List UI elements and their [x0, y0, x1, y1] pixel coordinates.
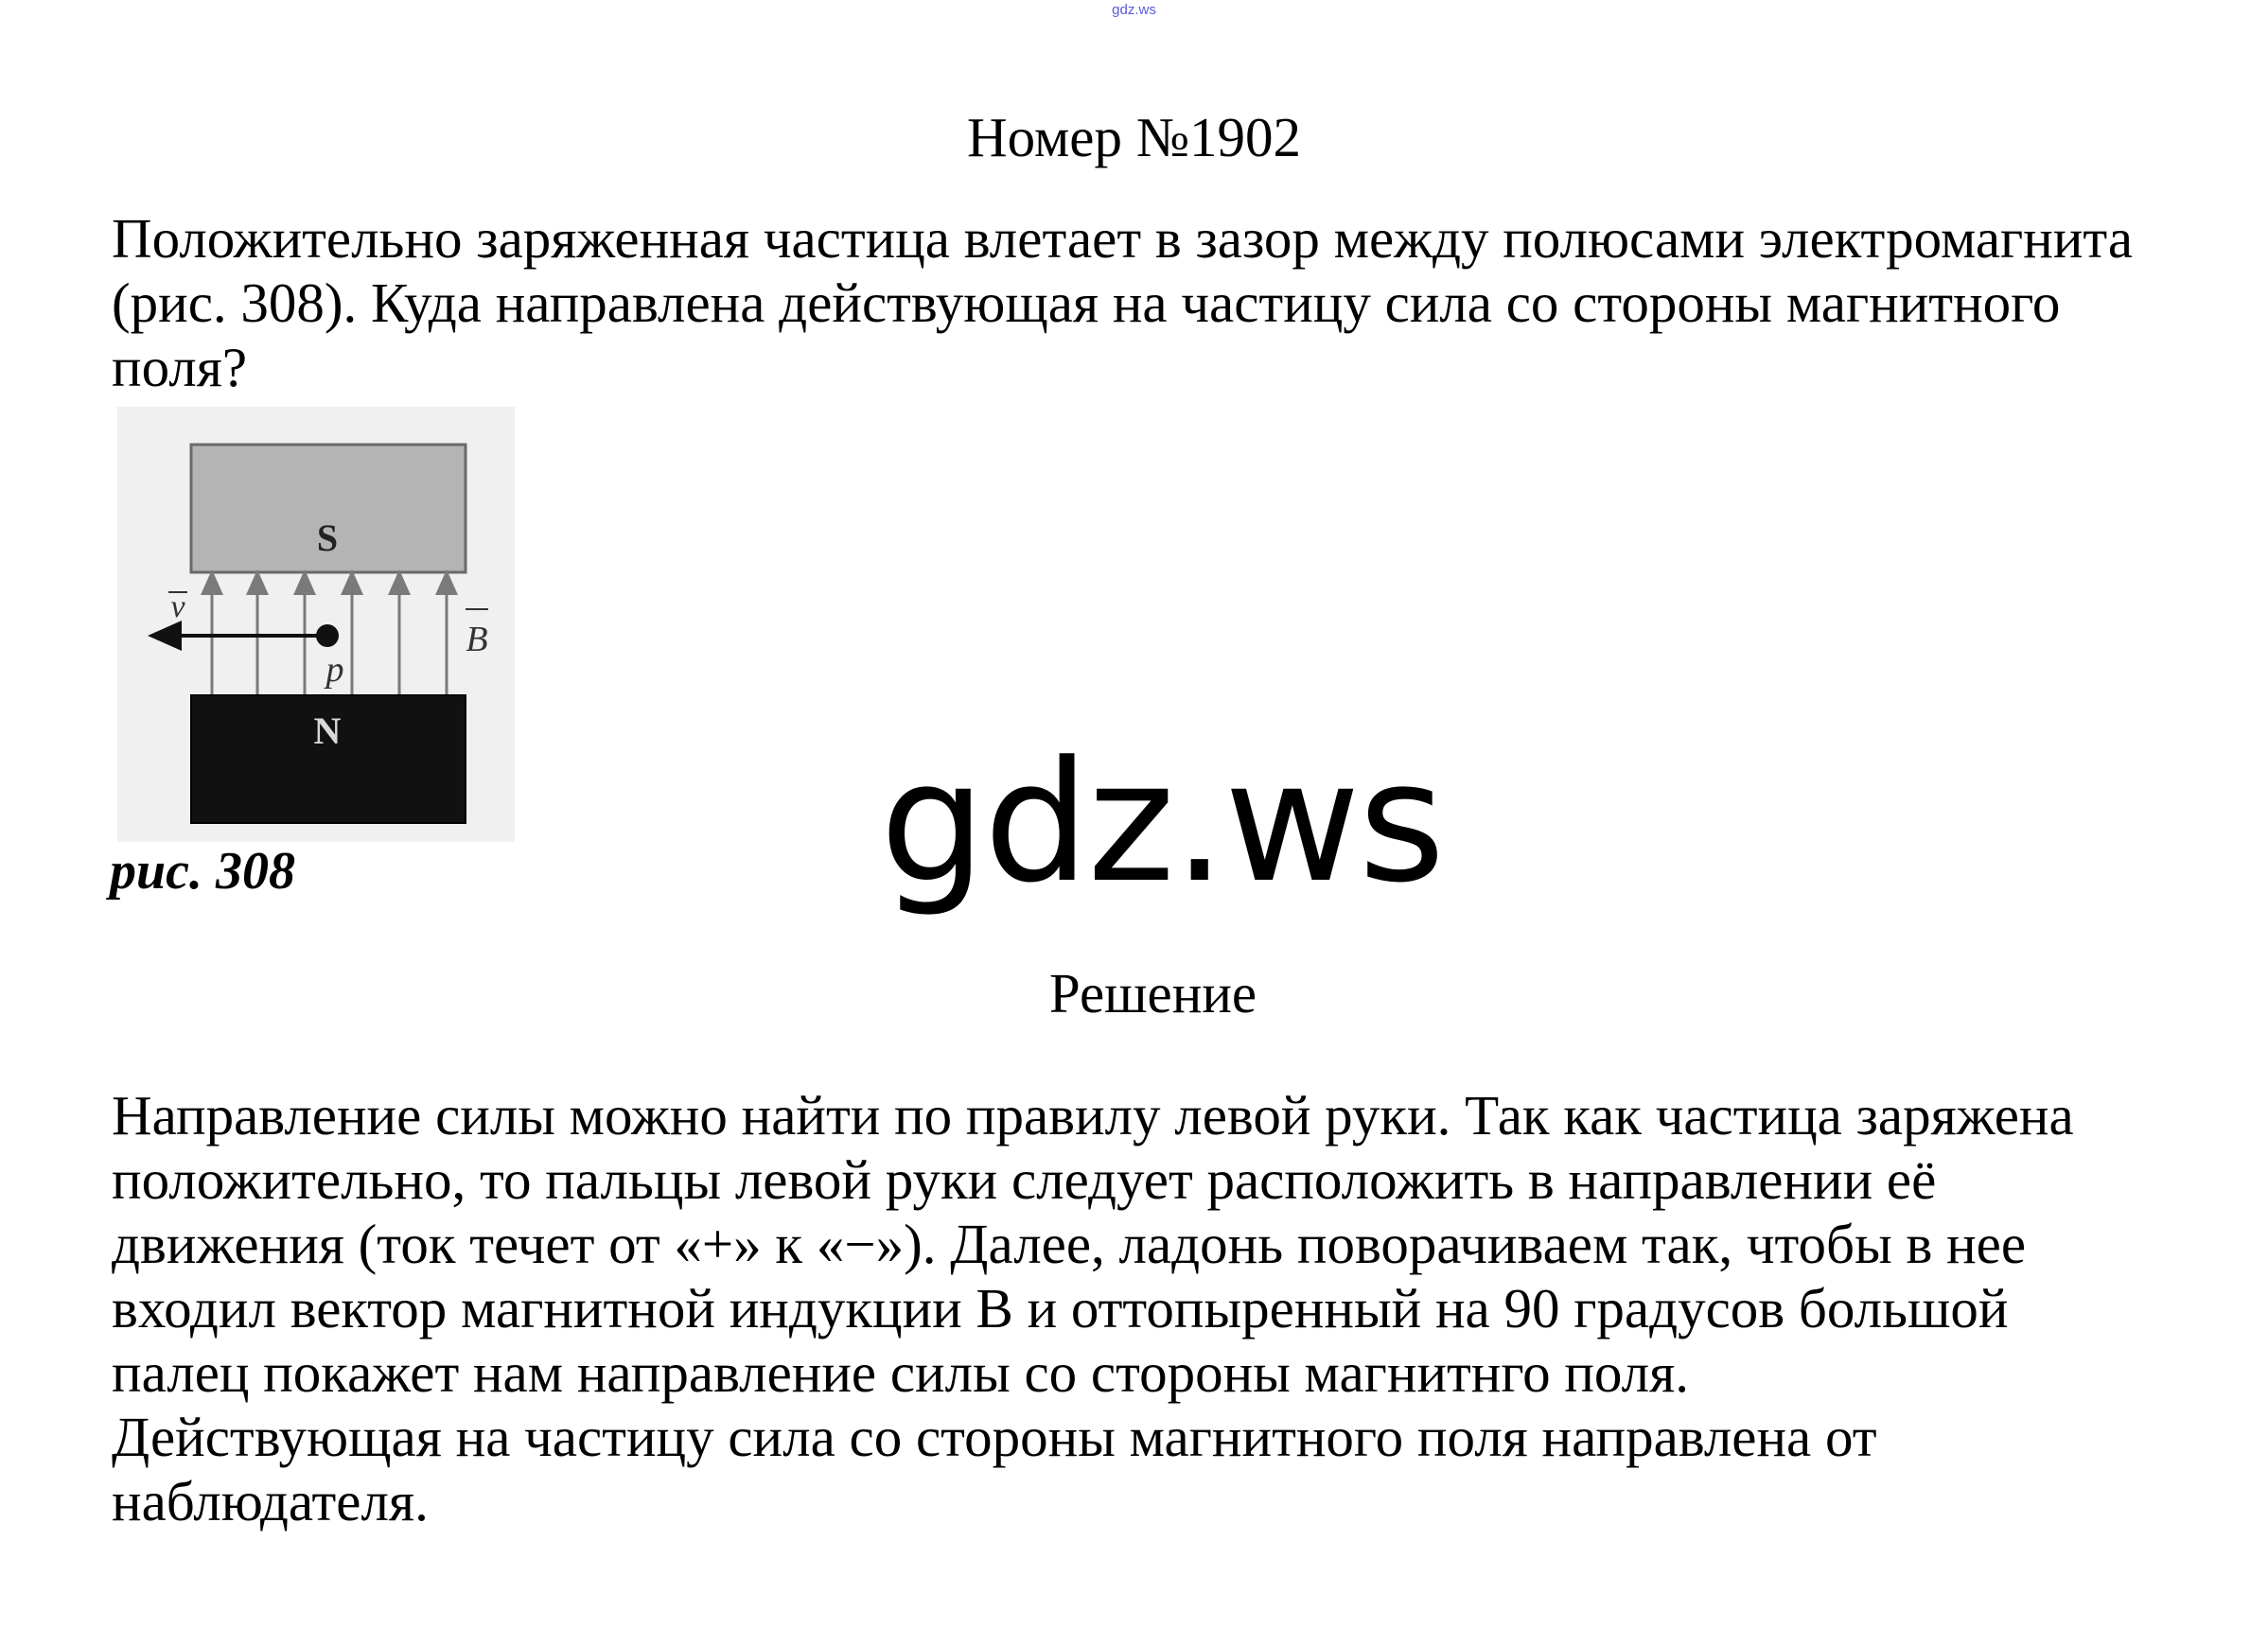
solution-text: [112, 1083, 2193, 1533]
figure-caption: рис. 308: [110, 842, 295, 901]
solution-line: Направление силы можно найти по правилу левой руки. Так как частица заряжена: [112, 1084, 2074, 1147]
solution-line: Действующая на частицу сила со стороны магнитного поля направлена от: [112, 1406, 1877, 1468]
solution-line: палец покажет нам направление силы со стороны магнитнго поля.: [112, 1341, 1689, 1404]
problem-heading: Номер №1902: [966, 106, 1302, 168]
site-mark: gdz.ws: [1112, 2, 1156, 18]
particle-label: p: [325, 650, 344, 690]
north-pole-label: N: [313, 709, 342, 752]
solution-line: движения (ток течет от «+» к «−»). Далее, ладонь поворачиваем так, чтобы в нее: [112, 1213, 2027, 1275]
field-label: B: [466, 620, 488, 659]
solution-line: входил вектор магнитной индукции В и оттопыренный на 90 градусов большой: [112, 1277, 2009, 1339]
problem-line: Положительно заряженная частица влетает в зазор между полюсами электромагнита: [112, 207, 2134, 270]
problem-line: поля?: [112, 336, 248, 398]
particle-dot: [316, 624, 339, 647]
solution-title: Решение: [1048, 962, 1257, 1024]
problem-text: [112, 206, 2231, 399]
velocity-label: v: [170, 589, 185, 624]
solution-line: наблюдателя.: [112, 1470, 429, 1532]
problem-line: (рис. 308). Куда направлена действующая на частицу сила со стороны магнитного: [112, 271, 2061, 334]
electromagnet-diagram: [117, 407, 515, 842]
solution-line: положительно, то пальцы левой руки следует расположить в направлении её: [112, 1148, 1937, 1211]
figure-308: [117, 407, 515, 842]
watermark: gdz.ws: [880, 726, 1444, 919]
south-pole-label: S: [316, 516, 339, 559]
